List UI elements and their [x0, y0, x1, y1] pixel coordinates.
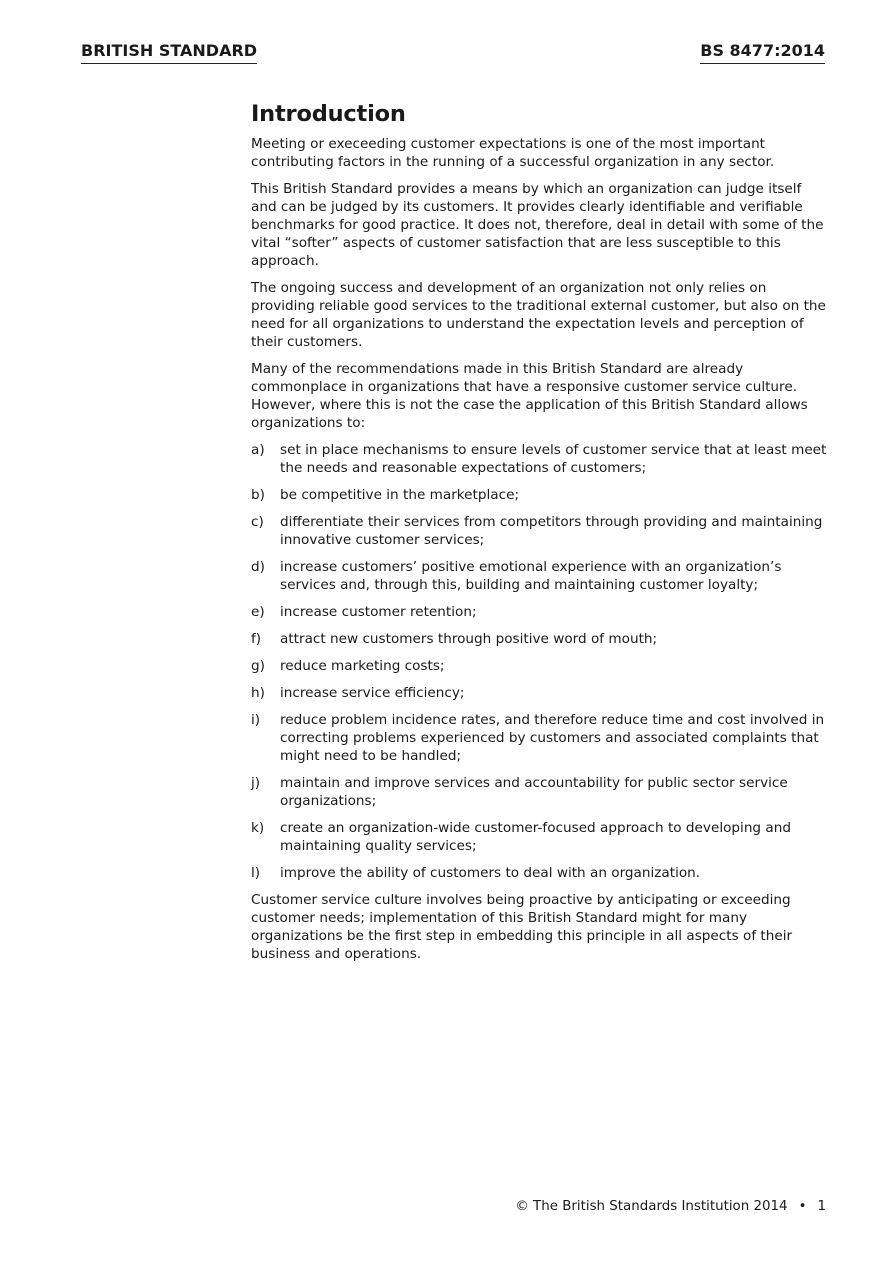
list-item	[251, 558, 831, 594]
objectives-list	[251, 441, 831, 882]
list-item-label: e)	[251, 604, 265, 620]
list-item-text: increase customer retention;	[280, 604, 477, 620]
paragraph: Many of the recommendations made in this British Standard are already commonplace in organizations that have a responsive customer service culture. However, where this is not the case the application of this British Standard allows organizations to:	[251, 361, 808, 431]
closing-paragraph: Customer service culture involves being proactive by anticipating or exceeding customer needs; implementation of this British Standard might for many organizations be the first step in embedding this principle in all aspects of their business and operations.	[251, 892, 793, 962]
list-item	[251, 603, 831, 621]
list-item-text: maintain and improve services and accountability for public sector service organizations;	[280, 775, 788, 809]
list-item-label: b)	[251, 487, 265, 503]
main-content	[251, 99, 831, 972]
list-item-label: g)	[251, 658, 265, 674]
header-standard-number: BS 8477:2014	[700, 40, 825, 64]
paragraph: The ongoing success and development of an organization not only relies on providing reliable good services to the traditional external customer, but also on the need for all organizations to understand the expectation levels and perception of their customers.	[251, 280, 826, 350]
paragraph: This British Standard provides a means by which an organization can judge itself and can be judged by its customers. It provides clearly identifiable and verifiable benchmarks for good practice. It does not, therefore, deal in detail with some of the vital “softer” aspects of customer satisfaction that are less susceptible to this approach.	[251, 181, 824, 269]
list-item-text: create an organization-wide customer-focused approach to developing and maintaining quality services;	[280, 820, 791, 854]
list-item-label: f)	[251, 631, 262, 647]
list-item-label: d)	[251, 559, 265, 575]
list-item-text: attract new customers through positive word of mouth;	[280, 631, 658, 647]
list-item-text: be competitive in the marketplace;	[280, 487, 520, 503]
list-item	[251, 864, 831, 882]
list-item-label: k)	[251, 820, 265, 836]
list-item-text: set in place mechanisms to ensure levels of customer service that at least meet the needs and reasonable expectations of customers;	[280, 442, 827, 476]
list-item	[251, 441, 831, 477]
list-item-label: j)	[251, 775, 261, 791]
list-item	[251, 711, 831, 765]
list-item	[251, 657, 831, 675]
list-item-label: a)	[251, 442, 265, 458]
list-item	[251, 630, 831, 648]
list-item-text: increase customers’ positive emotional experience with an organization’s services and, through this, building and maintaining customer loyalty;	[280, 559, 782, 593]
list-item-label: h)	[251, 685, 265, 701]
list-item	[251, 684, 831, 702]
list-item-label: i)	[251, 712, 261, 728]
list-item-label: c)	[251, 514, 264, 530]
list-item	[251, 819, 831, 855]
section-title: Introduction	[251, 101, 406, 127]
list-item-text: increase service efficiency;	[280, 685, 465, 701]
list-item	[251, 774, 831, 810]
paragraph: Meeting or execeeding customer expectations is one of the most important contributing factors in the running of a successful organization in any sector.	[251, 136, 775, 170]
list-item-text: reduce marketing costs;	[280, 658, 445, 674]
page-number: 1	[817, 1199, 826, 1214]
list-item-text: reduce problem incidence rates, and therefore reduce time and cost involved in correcting problems experienced by customers and associated complaints that might need to be handled;	[280, 712, 825, 764]
list-item-text: improve the ability of customers to deal with an organization.	[280, 865, 701, 881]
footer-bullet: •	[798, 1199, 807, 1214]
list-item	[251, 513, 831, 549]
header-document-type: BRITISH STANDARD	[81, 40, 257, 64]
list-item-text: differentiate their services from competitors through providing and maintaining innovative customer services;	[280, 514, 823, 548]
list-item-label: l)	[251, 865, 261, 881]
copyright-notice: © The British Standards Institution 2014	[515, 1199, 788, 1214]
list-item	[251, 486, 831, 504]
page-footer	[515, 1198, 826, 1216]
